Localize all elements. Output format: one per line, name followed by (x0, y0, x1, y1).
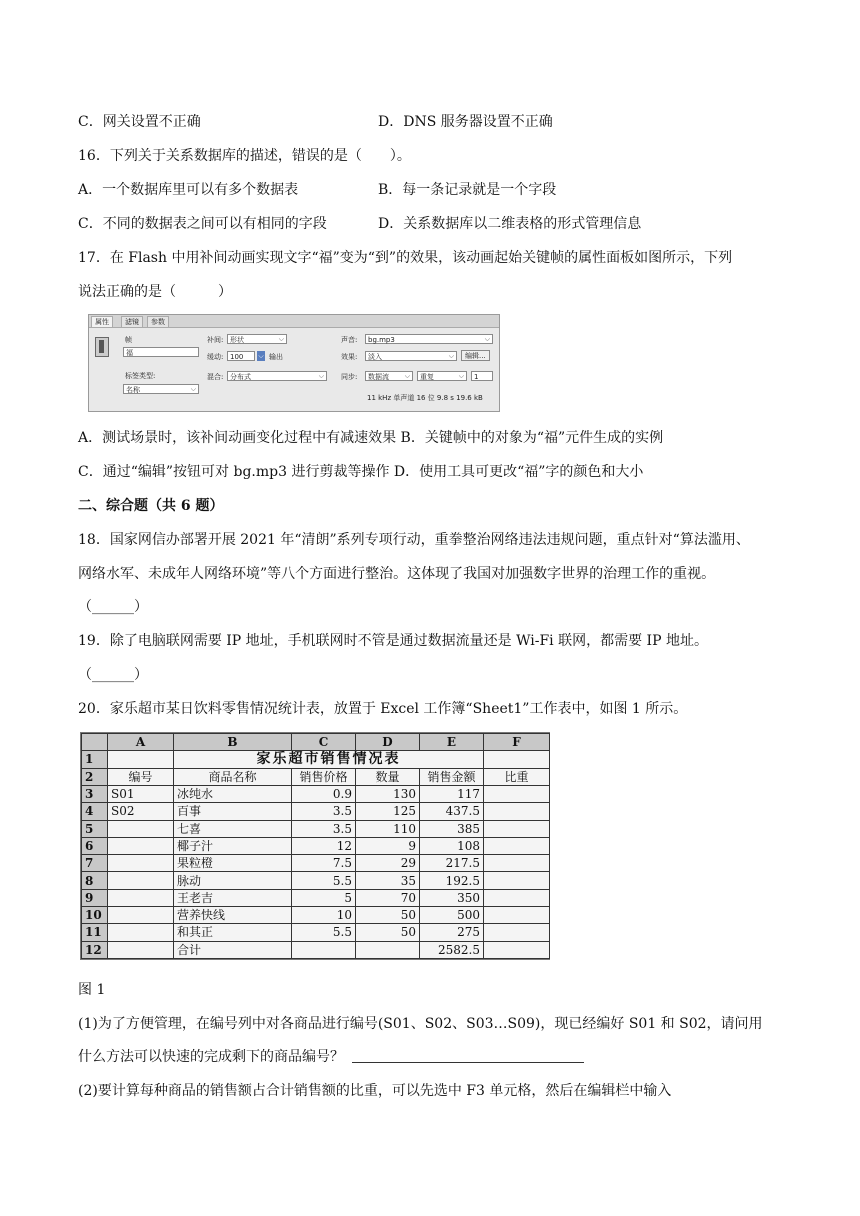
q20-sub1-text: 什么方法可以快速的完成剩下的商品编号？ (78, 1049, 344, 1065)
q17-options-cd: C．通过“编辑”按钮可对 bg.mp3 进行剪裁等操作 D．使用工具可更改“福”字的颜色和大小 (78, 464, 644, 480)
price-cell: 3.5 (292, 803, 356, 820)
label-type-label: 标签类型: (125, 372, 156, 380)
sync-select[interactable]: 数据流 ⌵ (365, 371, 413, 381)
id-cell (108, 872, 174, 889)
ratio-cell (484, 889, 550, 906)
q16-option-b: B．每一条记录就是一个字段 (378, 182, 557, 198)
ratio-cell (484, 820, 550, 837)
ease-input[interactable]: 100 (227, 351, 255, 361)
price-cell: 10 (292, 907, 356, 924)
sound-info: 11 kHz 单声道 16 位 9.8 s 19.6 kB (367, 394, 483, 402)
id-cell (108, 837, 174, 854)
table-cell (484, 941, 550, 958)
q17-stem-line1: 17．在 Flash 中用补间动画实现文字“福”变为“到”的效果，该动画起始关键帧的属性面板如图所示，下列 (78, 250, 733, 266)
column-header: D (356, 734, 420, 751)
row-number: 11 (82, 924, 108, 941)
price-cell: 12 (292, 837, 356, 854)
panel-tabs (89, 315, 499, 328)
name-cell: 椰子汁 (174, 837, 292, 854)
row-number: 4 (82, 803, 108, 820)
ratio-cell (484, 785, 550, 802)
ratio-cell (484, 907, 550, 924)
amount-cell: 275 (420, 924, 484, 941)
column-header: F (484, 734, 550, 751)
q18-answer-blank[interactable]: （______） (78, 599, 148, 615)
blend-label: 混合: (207, 373, 224, 381)
amount-cell: 437.5 (420, 803, 484, 820)
table-cell (108, 751, 174, 768)
table-row (82, 803, 550, 820)
row-number: 10 (82, 907, 108, 924)
row-number: 9 (82, 889, 108, 906)
row-number: 5 (82, 820, 108, 837)
id-cell: S01 (108, 785, 174, 802)
tween-label: 补间: (207, 336, 224, 344)
name-cell: 果粒橙 (174, 855, 292, 872)
ease-label: 缓动: (207, 353, 224, 361)
table-row (82, 889, 550, 906)
price-cell: 5 (292, 889, 356, 906)
q16-option-d: D．关系数据库以二维表格的形式管理信息 (378, 216, 642, 232)
table-row (82, 768, 550, 785)
name-cell: 脉动 (174, 872, 292, 889)
q20-stem: 20．家乐超市某日饮料零售情况统计表，放置于 Excel 工作簿“Sheet1”工作表中，如图 1 所示。 (78, 701, 688, 717)
ratio-cell (484, 872, 550, 889)
q18-line2: 网络水军、未成年人网络环境”等八个方面进行整治。这体现了我国对加强数字世界的治理工作的重视。 (78, 566, 716, 582)
column-header-row (82, 734, 550, 751)
ease-direction: 输出 (269, 353, 283, 361)
qty-cell: 50 (356, 907, 420, 924)
table-row (82, 837, 550, 854)
qty-cell: 125 (356, 803, 420, 820)
corner-cell (82, 734, 108, 751)
keyframe-icon (95, 337, 109, 357)
name-cell: 营养快线 (174, 907, 292, 924)
flash-property-panel (88, 314, 500, 412)
name-cell: 王老吉 (174, 889, 292, 906)
price-cell: 0.9 (292, 785, 356, 802)
table-title: 家乐超市销售情况表 (174, 751, 484, 768)
q16-stem: 16．下列关于关系数据库的描述，错误的是（ ）。 (78, 148, 411, 164)
ratio-cell (484, 855, 550, 872)
qty-cell: 50 (356, 924, 420, 941)
ratio-cell (484, 803, 550, 820)
id-cell (108, 924, 174, 941)
q17-options-ab: A．测试场景时，该补间动画变化过程中有减速效果 B．关键帧中的对象为“福”元件生成的实例 (78, 430, 664, 446)
row-number: 7 (82, 855, 108, 872)
id-cell (108, 907, 174, 924)
q18-line1: 18．国家网信办部署开展 2021 年“清朗”系列专项行动，重拳整治网络违法违规问题，重点针对“算法滥用、 (78, 532, 750, 548)
frame-name-input[interactable]: 福 (123, 347, 199, 357)
price-cell: 5.5 (292, 872, 356, 889)
table-row (82, 820, 550, 837)
table-cell (292, 941, 356, 958)
table-row (82, 855, 550, 872)
effect-label: 效果: (341, 353, 358, 361)
total-row (82, 941, 550, 958)
tween-select[interactable]: 形状 ⌵ (227, 334, 287, 344)
header-cell: 数量 (356, 768, 420, 785)
sound-select[interactable]: bg.mp3 ⌵ (365, 334, 493, 344)
name-cell: 七喜 (174, 820, 292, 837)
row-number: 8 (82, 872, 108, 889)
qty-cell: 35 (356, 872, 420, 889)
blend-select[interactable]: 分布式 ⌵ (227, 371, 327, 381)
repeat-select[interactable]: 重复 ⌵ (417, 371, 467, 381)
ratio-cell (484, 924, 550, 941)
id-cell (108, 855, 174, 872)
id-cell (108, 889, 174, 906)
table-row (82, 907, 550, 924)
label-type-select[interactable]: 名称 ⌵ (123, 384, 199, 394)
name-cell: 百事 (174, 803, 292, 820)
column-header: C (292, 734, 356, 751)
header-cell: 商品名称 (174, 768, 292, 785)
sound-label: 声音: (341, 336, 358, 344)
amount-cell: 350 (420, 889, 484, 906)
section-heading: 二、综合题（共 6 题） (78, 498, 224, 514)
q19-line1: 19．除了电脑联网需要 IP 地址，手机联网时不管是通过数据流量还是 Wi-Fi 联网，都需要 IP 地址。 (78, 633, 708, 649)
amount-cell: 385 (420, 820, 484, 837)
table-cell (484, 751, 550, 768)
price-cell: 3.5 (292, 820, 356, 837)
id-cell: S02 (108, 803, 174, 820)
row-number: 12 (82, 941, 108, 958)
sync-label: 同步: (341, 373, 358, 381)
q15-option-c: C．网关设置不正确 (78, 114, 201, 130)
table-row (82, 872, 550, 889)
header-cell: 比重 (484, 768, 550, 785)
qty-cell: 29 (356, 855, 420, 872)
qty-cell: 130 (356, 785, 420, 802)
row-number: 2 (82, 768, 108, 785)
amount-cell: 108 (420, 837, 484, 854)
amount-cell: 217.5 (420, 855, 484, 872)
q20-sub1-line1: (1)为了方便管理，在编号列中对各商品进行编号(S01、S02、S03…S09)，现已经编好 S01 和 S02，请问用 (78, 1016, 763, 1032)
figure-caption: 图 1 (78, 982, 106, 998)
frame-label: 帧 (125, 336, 132, 344)
effect-select[interactable]: 淡入 ⌵ (365, 351, 457, 361)
excel-table-image (80, 732, 550, 960)
name-cell: 和其正 (174, 924, 292, 941)
amount-cell: 500 (420, 907, 484, 924)
table-cell (356, 941, 420, 958)
name-cell: 冰纯水 (174, 785, 292, 802)
row-number: 1 (82, 751, 108, 768)
q19-answer-blank[interactable]: （______） (78, 667, 148, 683)
price-cell: 7.5 (292, 855, 356, 872)
table-cell (108, 941, 174, 958)
amount-cell: 117 (420, 785, 484, 802)
q17-stem-line2: 说法正确的是（ ） (78, 284, 232, 300)
id-cell (108, 820, 174, 837)
q20-sub1-answer-blank[interactable] (352, 1048, 584, 1063)
edit-button[interactable]: 编辑... (461, 350, 490, 361)
ratio-cell (484, 837, 550, 854)
q20-sub2-line1: (2)要计算每种商品的销售额占合计销售额的比重，可以先选中 F3 单元格，然后在编辑栏中输入 (78, 1083, 672, 1099)
row-number: 6 (82, 837, 108, 854)
q16-option-a: A．一个数据库里可以有多个数据表 (78, 182, 299, 198)
header-cell: 销售金额 (420, 768, 484, 785)
tab-properties[interactable]: 属性 (91, 316, 113, 328)
total-label: 合计 (174, 941, 292, 958)
qty-cell: 70 (356, 889, 420, 906)
header-cell: 编号 (108, 768, 174, 785)
table-row (82, 751, 550, 768)
repeat-count-input[interactable]: 1 (471, 371, 493, 381)
total-value: 2582.5 (420, 941, 484, 958)
ease-dropdown-icon[interactable]: ⌵ (258, 352, 264, 360)
q15-option-d: D．DNS 服务器设置不正确 (378, 114, 553, 130)
column-header: E (420, 734, 484, 751)
q20-sub1-line2 (78, 1047, 584, 1067)
tab-filters[interactable]: 滤镜 (121, 316, 143, 328)
table-row (82, 785, 550, 802)
table-row (82, 924, 550, 941)
q16-option-c: C．不同的数据表之间可以有相同的字段 (78, 216, 327, 232)
row-number: 3 (82, 785, 108, 802)
qty-cell: 110 (356, 820, 420, 837)
price-cell: 5.5 (292, 924, 356, 941)
column-header: B (174, 734, 292, 751)
qty-cell: 9 (356, 837, 420, 854)
tab-parameters[interactable]: 参数 (147, 316, 169, 328)
amount-cell: 192.5 (420, 872, 484, 889)
header-cell: 销售价格 (292, 768, 356, 785)
column-header: A (108, 734, 174, 751)
